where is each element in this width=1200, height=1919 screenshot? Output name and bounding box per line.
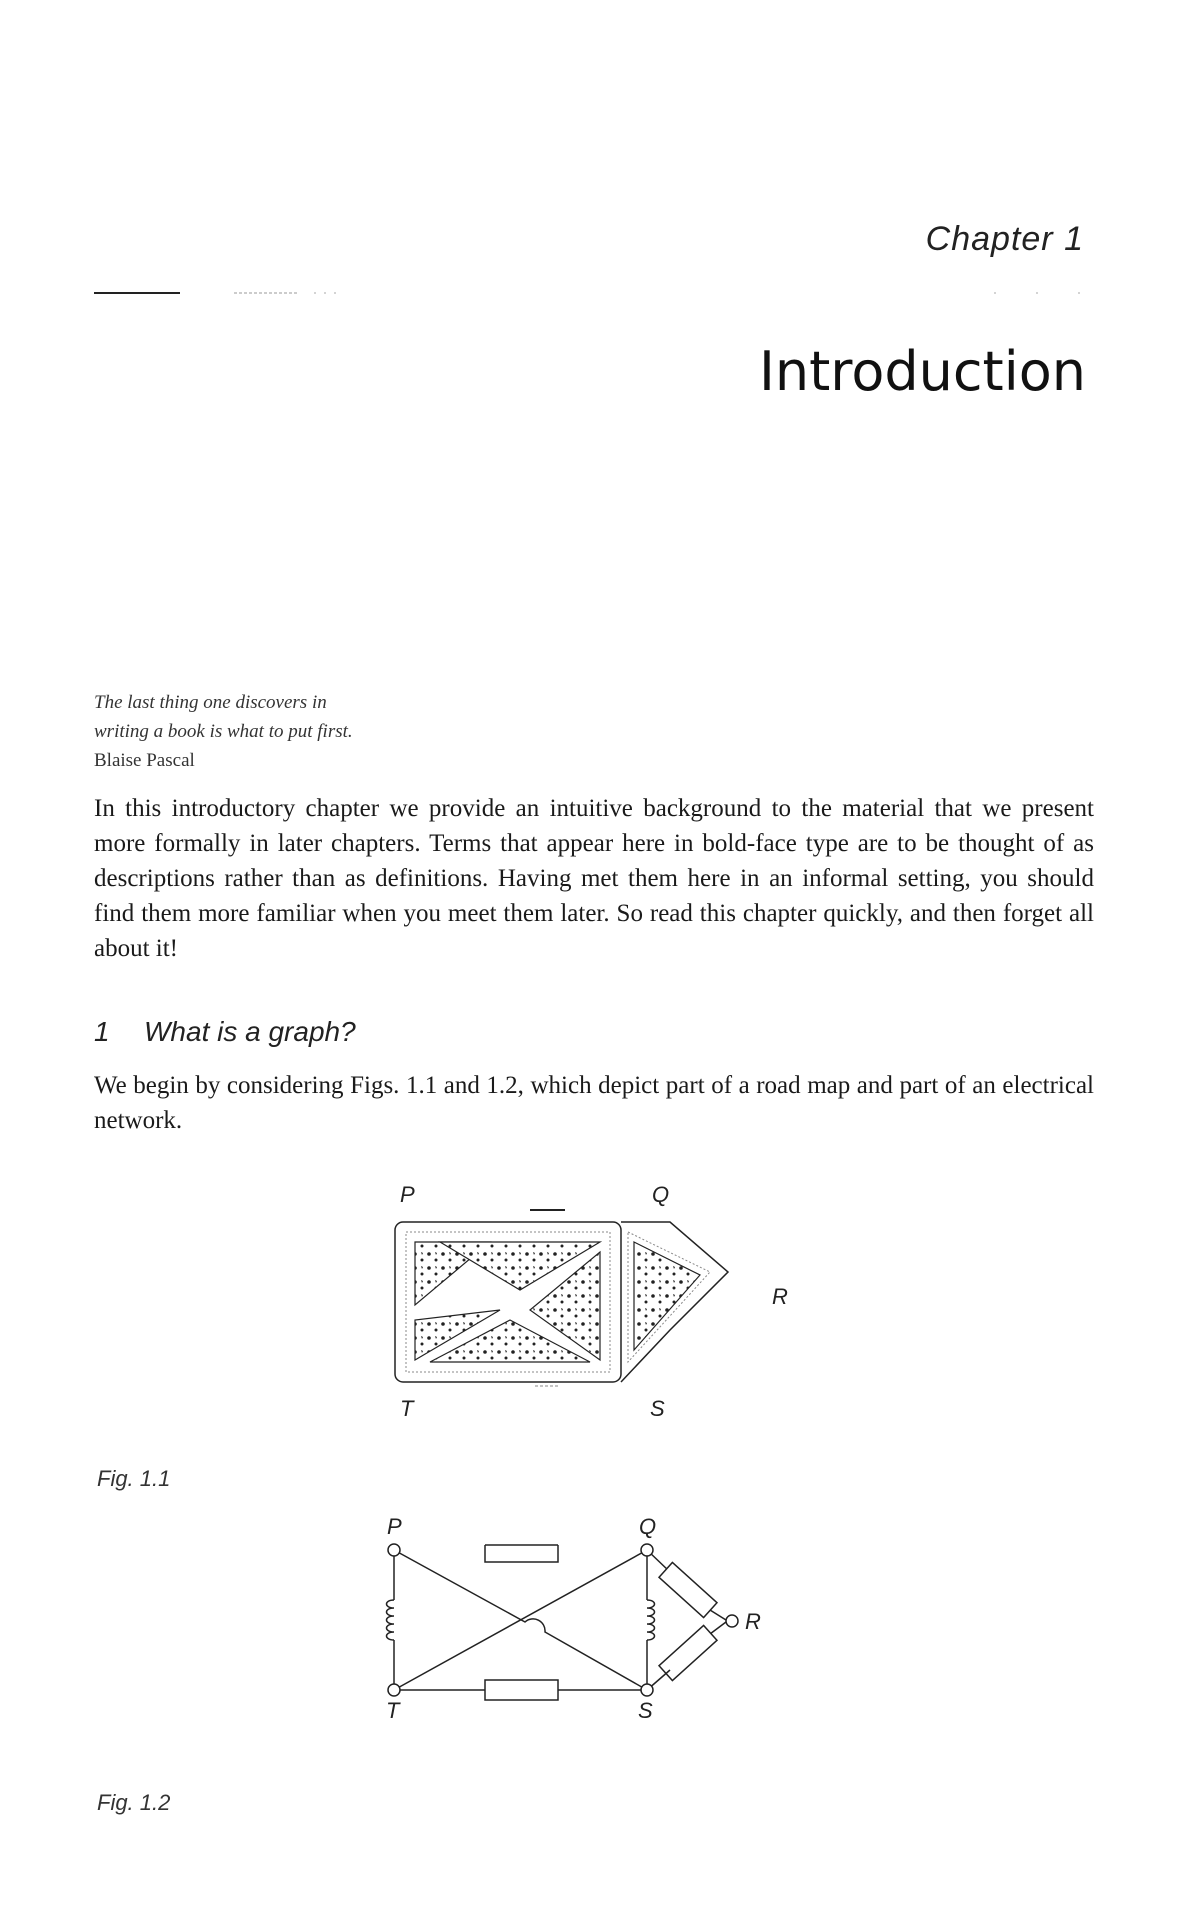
section-title: What is a graph? xyxy=(144,1016,356,1047)
epigraph-author: Blaise Pascal xyxy=(94,750,195,771)
figure-caption-2: Fig. 1.2 xyxy=(97,1790,171,1815)
vertex-label-q: Q xyxy=(652,1182,670,1207)
figure-caption-1: Fig. 1.1 xyxy=(97,1466,171,1491)
chapter-title: Introduction xyxy=(758,340,1086,403)
vertex-label-r: R xyxy=(772,1284,788,1309)
vertex-label-p: P xyxy=(387,1514,402,1539)
vertex-label-r: R xyxy=(745,1609,761,1634)
vertex-label-t: T xyxy=(386,1698,400,1723)
epigraph xyxy=(94,688,574,775)
chapter-rule xyxy=(94,287,1094,301)
figure-electrical-network xyxy=(370,1510,810,1770)
intro-paragraph: In this introductory chapter we provide an intuitive background to the material that we present more formally in later chapters. Terms that appear here in bold-face type are to be thought of as descriptions rather than as definitions. Having met them here in an informal setting, you should find them more familiar when you meet them later. So read this chapter quickly, and then forget all about it! xyxy=(94,795,1094,962)
vertex-label-s: S xyxy=(638,1698,653,1723)
vertex-label-q: Q xyxy=(639,1514,657,1539)
figure-road-map xyxy=(370,1180,810,1440)
vertex-label-t: T xyxy=(400,1396,414,1421)
vertex-label-s: S xyxy=(650,1396,665,1421)
section-heading xyxy=(94,1016,356,1048)
epigraph-line-1: The last thing one discovers in xyxy=(94,692,327,713)
chapter-label: Chapter 1 xyxy=(925,220,1084,258)
section-number: 1 xyxy=(94,1016,110,1047)
vertex-label-p: P xyxy=(400,1182,415,1207)
section-paragraph: We begin by considering Figs. 1.1 and 1.2, which depict part of a road map and part of an electrical network. xyxy=(94,1072,1094,1134)
epigraph-line-2: writing a book is what to put first. xyxy=(94,721,353,742)
